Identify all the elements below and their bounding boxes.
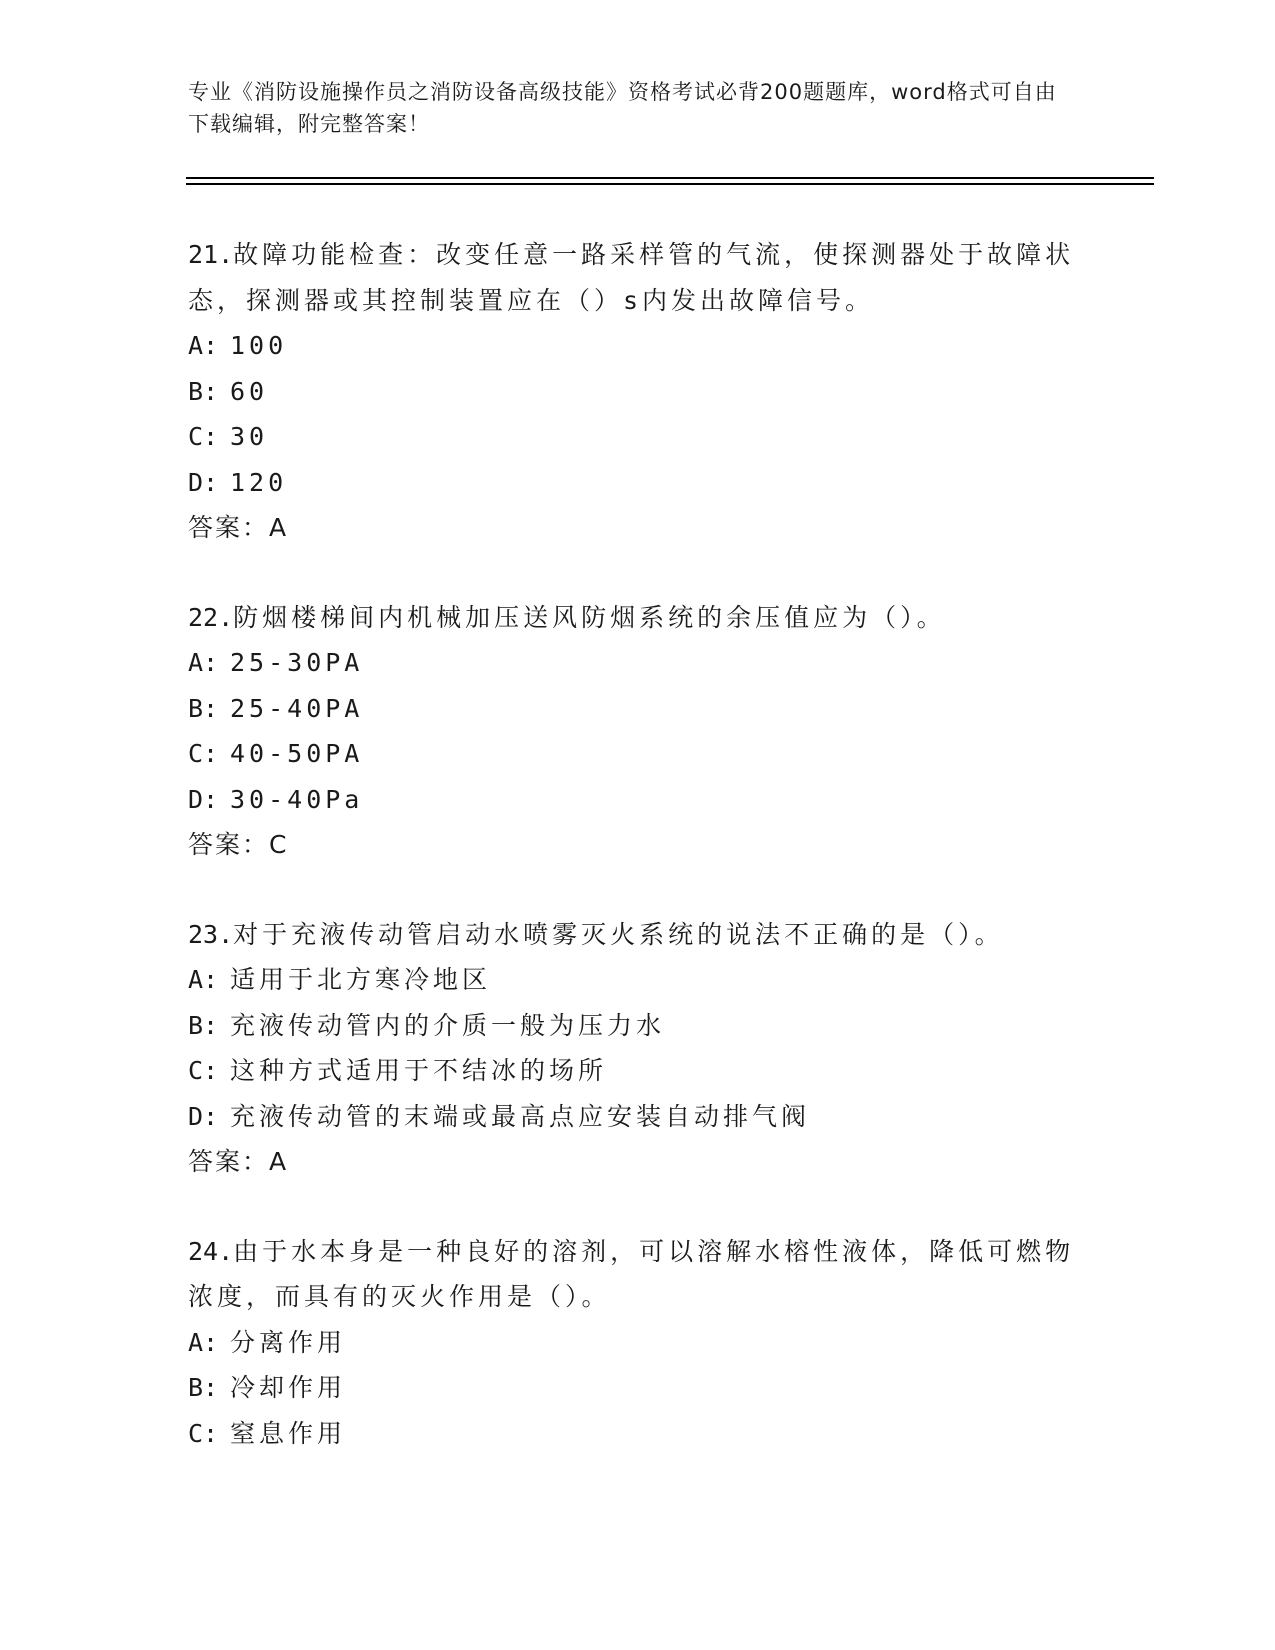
option-text: 充液传动管的末端或最高点应安装自动排气阀 — [230, 1101, 811, 1131]
question-number: 21. — [188, 240, 234, 269]
question-23 — [188, 912, 1088, 1185]
question-list — [188, 232, 1088, 1500]
option-text: 适用于北方寒冷地区 — [230, 965, 492, 994]
option-text: 120 — [230, 467, 288, 497]
option-a — [188, 323, 1088, 369]
option-c — [188, 1411, 1088, 1457]
option-letter: C: — [188, 422, 219, 451]
question-number: 23. — [188, 919, 234, 949]
option-text: 30 — [230, 422, 269, 451]
option-letter: A: — [188, 965, 219, 994]
option-letter: B: — [188, 1373, 219, 1402]
question-text — [188, 1229, 1088, 1320]
option-c — [188, 1048, 1088, 1094]
option-a — [188, 1320, 1088, 1366]
answer-line: 答案：A — [188, 513, 289, 542]
question-number: 24. — [188, 1236, 234, 1266]
option-text: 60 — [230, 376, 269, 406]
option-text: 30-40Pa — [230, 784, 364, 814]
option-letter: B: — [188, 376, 219, 406]
answer-line: 答案：C — [188, 830, 289, 859]
option-letter: A: — [188, 1327, 219, 1357]
question-21 — [188, 232, 1088, 551]
option-d — [188, 460, 1088, 506]
option-letter: D: — [188, 467, 219, 497]
question-number: 22. — [188, 602, 234, 632]
option-a — [188, 957, 1088, 1003]
option-letter: B: — [188, 1010, 219, 1040]
option-a — [188, 640, 1088, 686]
question-text — [188, 232, 1088, 323]
option-text: 冷却作用 — [230, 1373, 347, 1402]
header-divider-top — [186, 177, 1154, 179]
option-letter: C: — [188, 1056, 219, 1085]
option-text: 100 — [230, 331, 288, 360]
question-22 — [188, 595, 1088, 868]
question-text — [188, 595, 1088, 641]
option-c — [188, 414, 1088, 460]
option-text: 这种方式适用于不结冰的场所 — [230, 1056, 608, 1085]
question-stem: 由于水本身是一种良好的溶剂，可以溶解水榕性液体，降低可燃物浓度，而具有的灭火作用是（）。 — [188, 1236, 1075, 1311]
question-text — [188, 912, 1088, 958]
question-stem: 防烟楼梯间内机械加压送风防烟系统的余压值应为（）。 — [233, 602, 946, 632]
option-c — [188, 731, 1088, 777]
option-letter: D: — [188, 1101, 219, 1131]
option-b — [188, 686, 1088, 732]
option-text: 分离作用 — [230, 1327, 347, 1357]
question-stem: 对于充液传动管启动水喷雾灭火系统的说法不正确的是（）。 — [233, 919, 1004, 949]
option-text: 40-50PA — [230, 739, 364, 768]
option-b — [188, 1365, 1088, 1411]
option-d — [188, 777, 1088, 823]
answer-line: 答案：A — [188, 1147, 289, 1176]
option-letter: D: — [188, 784, 219, 814]
option-text: 窒息作用 — [230, 1418, 347, 1448]
question-24 — [188, 1229, 1088, 1457]
option-text: 25-30PA — [230, 648, 364, 677]
header-divider-bottom — [186, 183, 1154, 185]
option-letter: A: — [188, 648, 219, 677]
question-stem: 故障功能检查：改变任意一路采样管的气流，使探测器处于故障状态，探测器或其控制装置应在（）s内发出故障信号。 — [188, 240, 1075, 315]
option-text: 25-40PA — [230, 693, 364, 723]
option-letter: B: — [188, 693, 219, 723]
option-b — [188, 1003, 1088, 1049]
option-d — [188, 1094, 1088, 1140]
option-b — [188, 369, 1088, 415]
document-intro: 专业《消防设施操作员之消防设备高级技能》资格考试必背200题题库，word格式可自由下载编辑，附完整答案！ — [188, 80, 1057, 136]
option-letter: A: — [188, 331, 219, 360]
option-text: 充液传动管内的介质一般为压力水 — [230, 1010, 666, 1040]
option-letter: C: — [188, 739, 219, 768]
option-letter: C: — [188, 1418, 219, 1448]
